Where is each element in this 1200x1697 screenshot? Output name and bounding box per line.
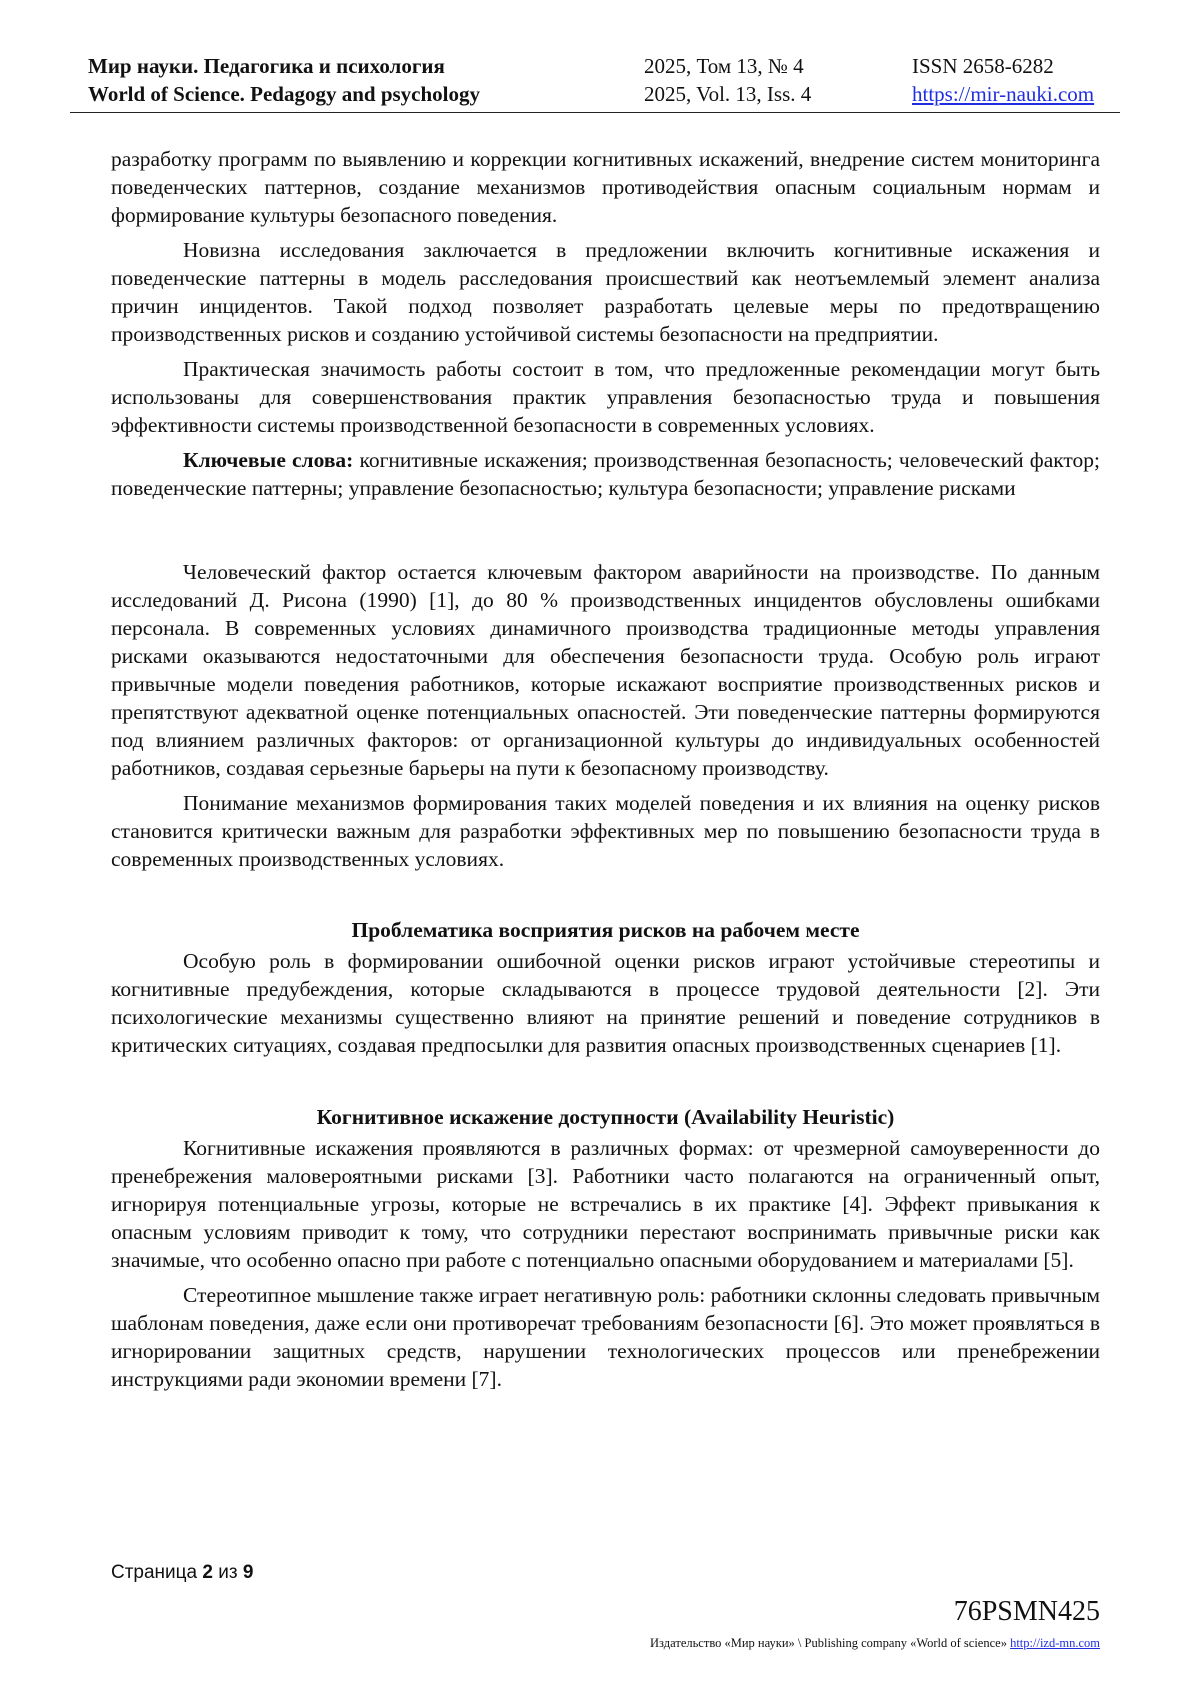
paragraph-novelty: Новизна исследования заключается в предложении включить когнитивные искажения и поведенческие паттерны в модель расследования происшествий как неотъемлемый элемент анализа причин инцидентов. Такой подход позволяет разработать целевые меры по предотвращению производственных рисков и созданию устойчивой системы безопасности на предприятии. [111, 238, 1100, 346]
issn-block [912, 52, 1094, 108]
section-heading-risk-perception: Проблематика восприятия рисков на рабочем месте [351, 918, 860, 942]
article-body [111, 145, 1100, 1400]
page-separator: из [212, 1562, 243, 1583]
issue-ru: 2025, Том 13, № 4 [644, 54, 804, 78]
paragraph-understanding: Понимание механизмов формирования таких моделей поведения и их влияния на оценку рисков становится критически важным для разработки эффективных мер по повышению безопасности труда в современных производственных условиях. [111, 791, 1100, 871]
paragraph-forms: Когнитивные искажения проявляются в различных формах: от чрезмерной самоуверенности до пренебрежения маловероятными рисками [3]. Работники часто полагаются на ограниченный опыт, игнорируя потенциальные угрозы, которые не встречались в их практике [4]. Эффект привыкания к опасным условиям приводит к тому, что сотрудники перестают воспринимать привычные риски как значимые, что особенно опасно при работе с потенциально опасными оборудованием и материалами [5]. [111, 1136, 1100, 1272]
journal-title-ru: Мир науки. Педагогика и психология [88, 54, 445, 78]
keywords-label: Ключевые слова: [183, 448, 354, 472]
issue-en: 2025, Vol. 13, Iss. 4 [644, 82, 812, 106]
article-code: 76PSMN425 [953, 1596, 1100, 1627]
paragraph-stereotype-thinking: Стереотипное мышление также играет негативную роль: работники склонны следовать привычным шаблонам поведения, даже если они противоречат требованиям безопасности [6]. Это может проявляться в игнорировании защитных средств, нарушении технологических процессов или пренебрежении инструкциями ради экономии времени [7]. [111, 1283, 1100, 1391]
publisher-link[interactable]: http://izd-mn.com [1010, 1636, 1100, 1650]
page-prefix: Страница [111, 1562, 203, 1583]
journal-title-en: World of Science. Pedagogy and psychology [88, 82, 481, 106]
keywords [111, 446, 1100, 502]
page-total: 9 [242, 1562, 254, 1583]
paragraph-stereotypes: Особую роль в формировании ошибочной оценки рисков играют устойчивые стереотипы и когнитивные предубеждения, которые складываются в процессе трудовой деятельности [2]. Эти психологические механизмы существенно влияют на принятие решений и поведение сотрудников в критических ситуациях, создавая предпосылки для развития опасных производственных сценариев [1]. [111, 949, 1100, 1057]
issn: ISSN 2658-6282 [912, 54, 1054, 78]
paragraph-intro: разработку программ по выявлению и коррекции когнитивных искажений, внедрение систем мониторинга поведенческих паттернов, создание механизмов противодействия опасным социальным нормам и формирование культуры безопасного поведения. [111, 147, 1100, 227]
paragraph-practical: Практическая значимость работы состоит в том, что предложенные рекомендации могут быть использованы для совершенствования практик управления безопасностью труда и повышения эффективности системы производственной безопасности в современных условиях. [111, 357, 1100, 437]
publisher-text: Издательство «Мир науки» \ Publishing company «World of science» [650, 1636, 1011, 1650]
page-header [70, 52, 1120, 113]
page-number [111, 1562, 253, 1584]
journal-title-block [88, 52, 480, 108]
journal-link[interactable]: https://mir-nauki.com [912, 82, 1095, 106]
paragraph-human-factor: Человеческий фактор остается ключевым фактором аварийности на производстве. По данным исследований Д. Рисона (1990) [1], до 80 % производственных инцидентов обусловлены ошибками персонала. В современных условиях динамичного производства традиционные методы управления рисками оказываются недостаточными для обеспечения безопасности труда. Особую роль играют привычные модели поведения работников, которые искажают восприятие производственных рисков и препятствуют адекватной оценке потенциальных опасностей. Эти поведенческие паттерны формируются под влиянием различных факторов: от организационной культуры до индивидуальных особенностей работников, создавая серьезные барьеры на пути к безопасному производству. [111, 560, 1100, 780]
section-heading-availability-heuristic: Когнитивное искажение доступности (Availability Heuristic) [316, 1105, 895, 1129]
publisher-line [650, 1636, 1100, 1651]
keywords-text: когнитивные искажения; производственная безопасность; человеческий фактор; поведенческие паттерны; управление безопасностью; культура безопасности; управление рисками [111, 448, 1100, 500]
page-current: 2 [202, 1562, 213, 1583]
issue-block [644, 52, 811, 108]
